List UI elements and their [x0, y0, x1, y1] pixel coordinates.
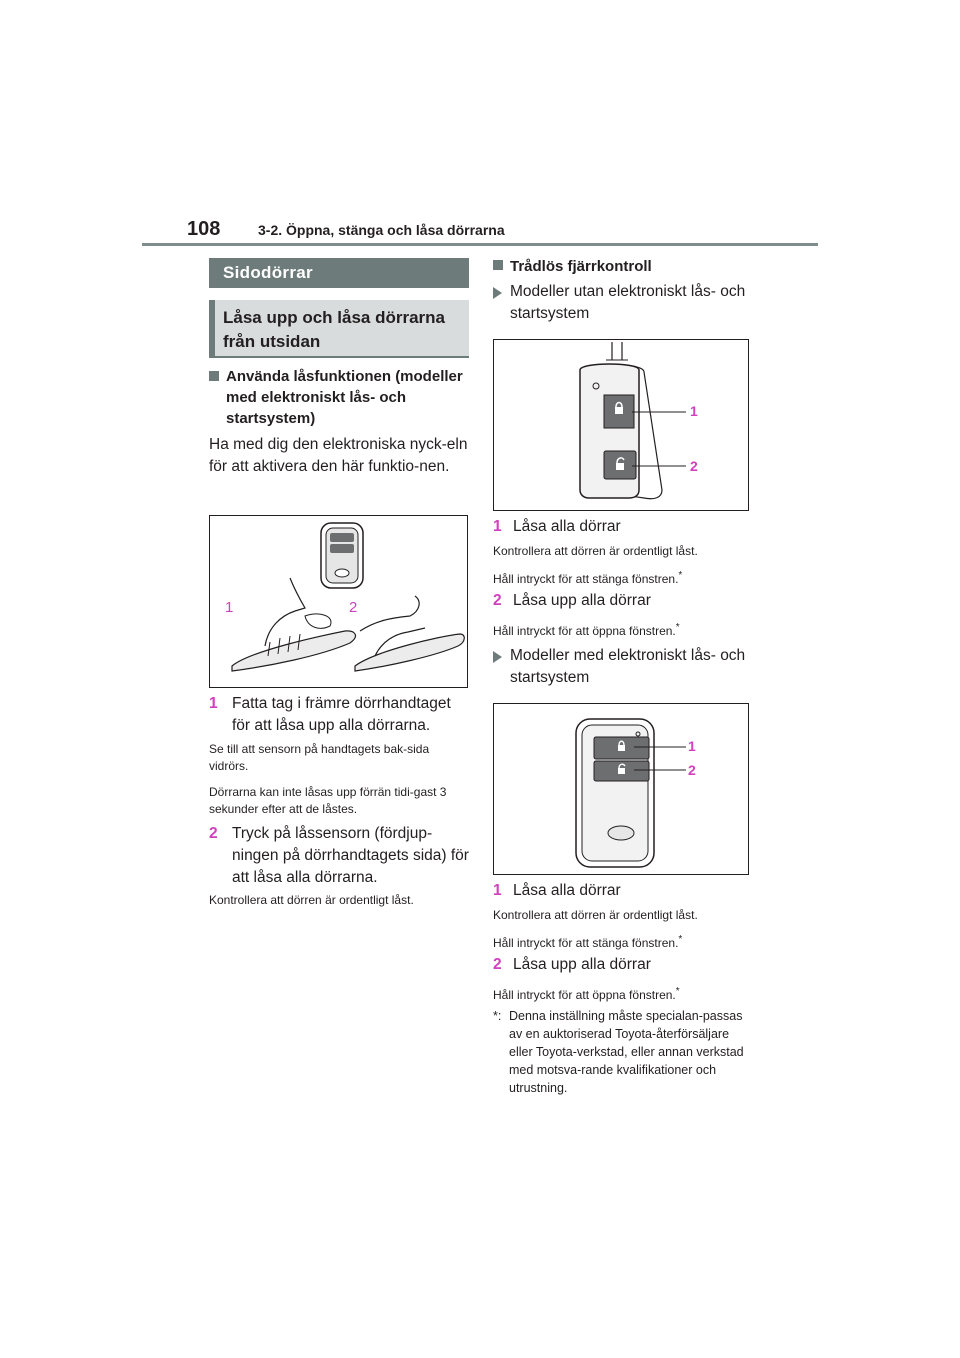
- square-bullet-icon: [209, 371, 219, 381]
- a-step-2-number: 2: [493, 592, 502, 609]
- footnote-mark: *:: [493, 1009, 502, 1023]
- b-step-1: [493, 880, 749, 902]
- b-note-3: [493, 983, 751, 1004]
- a-note-3-text: Håll intryckt för att öppna fönstren.: [493, 624, 676, 638]
- section-bar: Sidodörrar: [209, 258, 469, 288]
- a-step-2-text: Låsa upp alla dörrar: [513, 592, 651, 609]
- b-note-1: Kontrollera att dörren är ordentligt låst.: [493, 908, 698, 922]
- triangle-bullet-icon: [493, 287, 502, 299]
- sub-heading-without-text: Modeller utan elektroniskt lås- och startsystem: [510, 283, 746, 322]
- asterisk: *: [675, 622, 680, 633]
- asterisk: *: [678, 934, 683, 945]
- remote-heading-text: Trådlös fjärrkontroll: [510, 258, 652, 275]
- step-1-text: Fatta tag i främre dörrhandtaget för att låsa upp alla dörrarna.: [232, 695, 451, 734]
- note-3: Kontrollera att dörren är ordentligt låst.: [209, 893, 414, 907]
- note-2: Dörrarna kan inte låsas upp förrän tidi-gast 3 sekunder efter att de låstes.: [209, 785, 447, 816]
- flip-key-figure: [493, 339, 749, 511]
- square-bullet-icon: [493, 260, 503, 270]
- b-note-2-text: Håll intryckt för att stänga fönstren.: [493, 936, 679, 950]
- figure-label-1: 1: [225, 599, 234, 616]
- b-note-3-text: Håll intryckt för att öppna fönstren.: [493, 988, 676, 1002]
- triangle-bullet-icon: [493, 651, 502, 663]
- b-step-2-number: 2: [493, 956, 502, 973]
- fig1-label-1: 1: [690, 403, 698, 419]
- a-note-2: [493, 567, 751, 588]
- b-step-2: [493, 954, 749, 976]
- sub-heading-with-text: Modeller med elektroniskt lås- och startsystem: [510, 647, 746, 686]
- figure-label-2: 2: [349, 599, 358, 616]
- usage-heading: [209, 366, 467, 429]
- fig2-label-2: 2: [688, 762, 696, 778]
- intro-text: Ha med dig den elektroniska nyck-eln för att aktivera den här funktio-nen.: [209, 436, 468, 475]
- footnote: [493, 1007, 749, 1097]
- fig1-label-2: 2: [690, 458, 698, 474]
- section-title: 3-2. Öppna, stänga och låsa dörrarna: [258, 222, 505, 238]
- a-note-2-text: Håll intryckt för att stänga fönstren.: [493, 572, 679, 586]
- smart-key-figure: [493, 703, 749, 875]
- a-step-1-text: Låsa alla dörrar: [513, 518, 621, 535]
- smart-key-illustration: [494, 704, 748, 874]
- a-step-2: [493, 590, 749, 612]
- sub-heading-without: [493, 281, 749, 325]
- page-number: 108: [187, 218, 221, 240]
- sub-heading-with: [493, 645, 749, 689]
- footnote-text: Denna inställning måste specialan-passas av en auktoriserad Toyota-återförsäljare eller Toyota-verkstad, eller annan verkstad med motsva-rande kvalifikationer och utrustning.: [509, 1009, 744, 1095]
- fig2-label-1: 1: [688, 738, 696, 754]
- step-1: [209, 693, 471, 737]
- note-1: Se till att sensorn på handtagets bak-sida vidrörs.: [209, 742, 430, 773]
- header-rule: [142, 243, 818, 246]
- b-note-2: [493, 931, 751, 952]
- a-step-1: [493, 516, 749, 538]
- a-note-1: Kontrollera att dörren är ordentligt låst.: [493, 544, 698, 558]
- asterisk: *: [675, 986, 680, 997]
- a-step-1-number: 1: [493, 518, 502, 535]
- b-step-1-number: 1: [493, 882, 502, 899]
- door-handle-illustration: [210, 516, 467, 687]
- b-step-1-text: Låsa alla dörrar: [513, 882, 621, 899]
- step-2-number: 2: [209, 825, 218, 842]
- asterisk: *: [678, 570, 683, 581]
- b-step-2-text: Låsa upp alla dörrar: [513, 956, 651, 973]
- remote-heading: [493, 256, 753, 277]
- step-1-number: 1: [209, 695, 218, 712]
- step-2: [209, 823, 471, 889]
- subheading: Låsa upp och låsa dörrarna från utsidan: [209, 300, 469, 358]
- door-handle-figure: [209, 515, 468, 688]
- a-note-3: [493, 619, 751, 640]
- flip-key-illustration: [494, 340, 748, 510]
- step-2-text: Tryck på låssensorn (fördjup-ningen på dörrhandtagets sida) för att låsa alla dörrarna.: [232, 825, 469, 886]
- usage-heading-text: Använda låsfunktionen (modeller med elektroniskt lås- och startsystem): [226, 368, 463, 427]
